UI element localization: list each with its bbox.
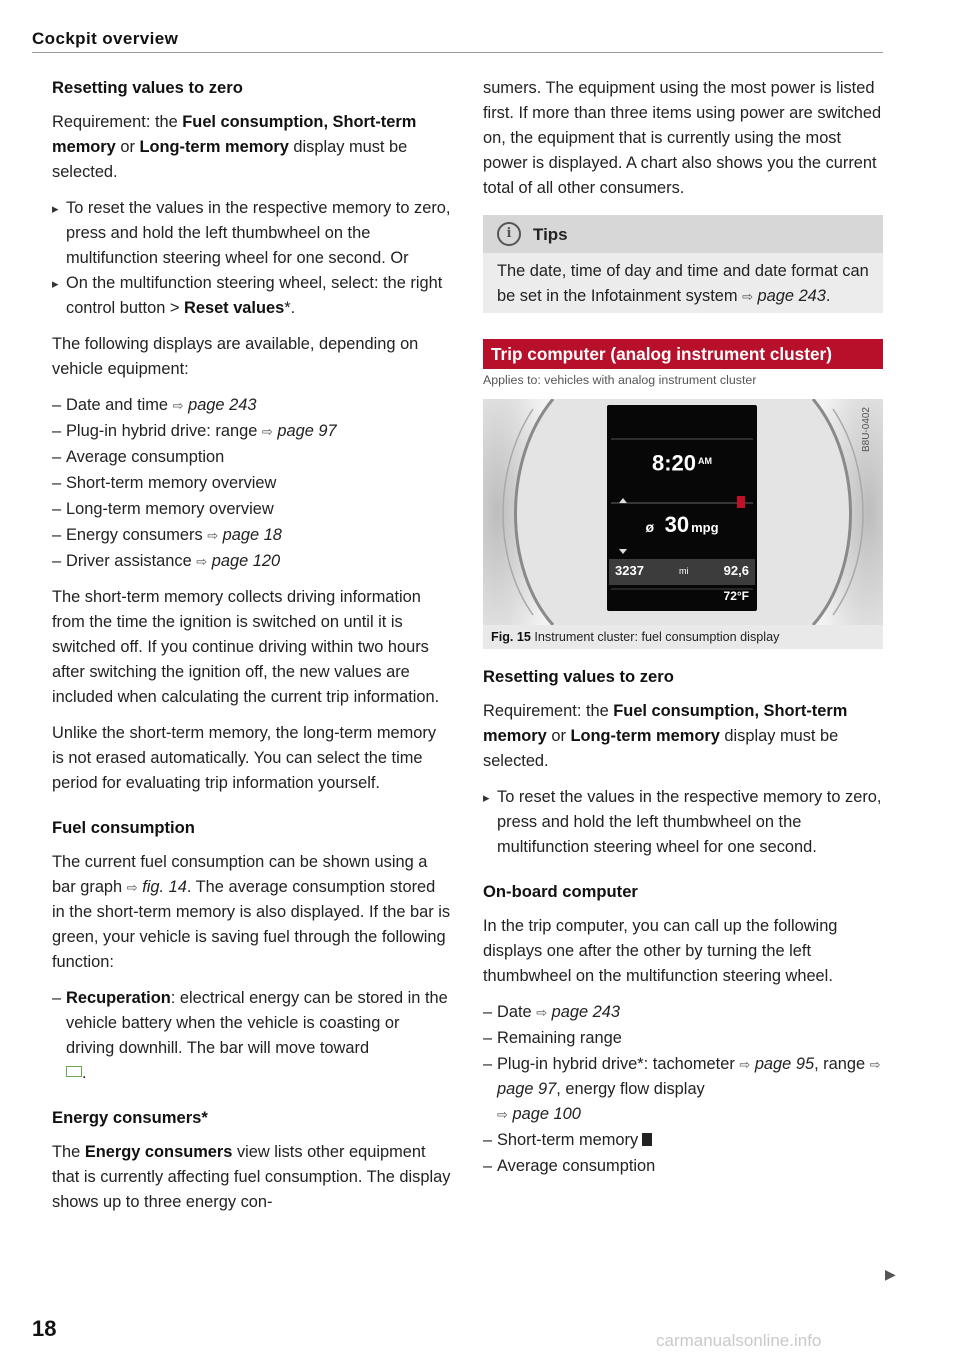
energy-heading: Energy consumers* [52, 1108, 208, 1127]
page-number: 18 [32, 1316, 57, 1341]
reset-heading-right: Resetting values to zero [483, 667, 674, 686]
list-item: – Driver assistance ⇨ page 120 [52, 549, 452, 574]
battery-icon [66, 1066, 82, 1077]
list-item: – Short-term memory [483, 1128, 883, 1153]
short-term-paragraph: The short-term memory collects driving information from the time the ignition is switched on until it is switched off. If you continue driving within two hours after switching the ignition off, the new values are included when calculating the current trip information. [52, 588, 440, 706]
section-banner: Trip computer (analog instrument cluster) [483, 339, 883, 369]
page-link[interactable]: page 243 [188, 396, 257, 414]
list-item: – Recuperation: electrical energy can be stored in the vehicle battery when the vehicle is coasting or driving downhill. The bar will move toward . [52, 986, 452, 1086]
xref-arrow-icon: ⇨ [196, 554, 208, 569]
xref-arrow-icon: ⇨ [739, 1057, 751, 1072]
figure-caption: Fig. 15 Instrument cluster: fuel consumption display [483, 625, 883, 649]
tips-body: The date, time of day and time and date format can be set in the Infotainment system ⇨ page 243. [497, 262, 869, 305]
left-column [52, 76, 452, 1226]
onboard-heading: On-board computer [483, 882, 638, 901]
long-term-paragraph: Unlike the short-term memory, the long-term memory is not erased automatically. You can select the time period for evaluating trip information yourself. [52, 724, 437, 792]
applies-note: Applies to: vehicles with analog instrument cluster [483, 373, 757, 387]
displays-intro: The following displays are available, depending on vehicle equipment: [52, 335, 419, 378]
xref-arrow-icon: ⇨ [497, 1107, 508, 1122]
list-item: – Long-term memory overview [52, 497, 452, 522]
page-link[interactable]: page 97 [277, 422, 337, 440]
clock-readout: 8:20 $^{AM}$ [651, 450, 713, 476]
end-mark-icon [642, 1133, 652, 1146]
xref-arrow-icon: ⇨ [869, 1057, 881, 1072]
list-item: – Average consumption [52, 445, 452, 470]
red-bar [737, 496, 745, 508]
list-item: – Plug-in hybrid drive: range ⇨ page 97 [52, 419, 452, 444]
info-icon: i [497, 222, 521, 246]
tips-box [483, 215, 883, 313]
reset-steps-right [483, 785, 883, 860]
instrument-cluster-figure [483, 399, 883, 625]
requirement-paragraph-left: Requirement: the Fuel consumption, Short-term memory or Long-term memory display must be selected. [52, 113, 417, 181]
displays-list [52, 393, 452, 574]
reset-steps [52, 196, 452, 321]
watermark: carmanualsonline.info [656, 1331, 822, 1350]
xref-arrow-icon: ⇨ [172, 398, 184, 413]
list-item: – Date ⇨ page 243 [483, 1000, 883, 1025]
figure-code: B8U-0402 [861, 407, 872, 453]
page-link[interactable]: page 95 [754, 1055, 815, 1073]
fuel-heading: Fuel consumption [52, 818, 195, 837]
xref-arrow-icon: ⇨ [207, 528, 219, 543]
xref-arrow-icon: ⇨ [261, 424, 273, 439]
xref-arrow-icon: ⇨ [742, 289, 753, 304]
next-page-arrow-icon: ▶ [885, 1266, 896, 1282]
avg-consumption-readout: ø 30 mpg [645, 512, 719, 537]
list-item: – Energy consumers ⇨ page 18 [52, 523, 452, 548]
page-link[interactable]: page 100 [512, 1105, 581, 1123]
page-link[interactable]: page 120 [211, 552, 281, 570]
continued-paragraph: sumers. The equipment using the most power is listed first. If more than three items using power are switched on, the equipment that is currently using the most power is displayed. A chart also shows you the current total of all other consumers. [483, 79, 882, 197]
page-header [32, 26, 883, 53]
reset-step: ▸ To reset the values in the respective memory to zero, press and hold the left thumbwheel on the multifunction steering wheel for one second. [483, 785, 883, 860]
onboard-paragraph: In the trip computer, you can call up the following displays one after the other by turning the left thumbwheel on the multifunction steering wheel. [483, 917, 838, 985]
recuperation-list [52, 986, 452, 1086]
fuel-paragraph: The current fuel consumption can be shown using a bar graph ⇨ fig. 14. The average consumption stored in the short-term memory is also displayed. If the bar is green, your vehicle is saving fuel through the following function: [52, 853, 451, 971]
xref-arrow-icon: ⇨ [536, 1005, 548, 1020]
list-item: – Date and time ⇨ page 243 [52, 393, 452, 418]
temperature-readout: 72°F [723, 589, 749, 603]
page-link[interactable]: page 243 [551, 1003, 621, 1021]
figure-link[interactable]: fig. 14 [142, 878, 187, 896]
xref-arrow-icon: ⇨ [126, 880, 138, 895]
list-item: – Remaining range [483, 1026, 883, 1051]
energy-paragraph: The Energy consumers view lists other equipment that is currently affecting fuel consumption. The display shows up to three energy con- [52, 1143, 451, 1211]
tips-header [483, 215, 883, 253]
right-column [483, 76, 883, 1190]
requirement-paragraph-right: Requirement: the Fuel consumption, Short-term memory or Long-term memory display must be selected. [483, 702, 848, 770]
onboard-list [483, 1000, 883, 1179]
tips-title: Tips [533, 224, 568, 244]
list-item: – Short-term memory overview [52, 471, 452, 496]
page-link[interactable]: page 243 [757, 287, 826, 305]
list-item: – Average consumption [483, 1154, 883, 1179]
reset-step-1: ▸ To reset the values in the respective memory to zero, press and hold the left thumbwheel on the multifunction steering wheel for one second. Or [52, 196, 452, 271]
page-link[interactable]: page 18 [222, 526, 282, 544]
reset-heading-left: Resetting values to zero [52, 78, 243, 97]
odometer-row: 3237 mi 92,6 [615, 563, 749, 578]
page-link[interactable]: page 97 [497, 1080, 557, 1098]
list-item: – Plug-in hybrid drive*: tachometer ⇨ page 95, range ⇨ page 97, energy flow display ⇨ page 100 [483, 1052, 883, 1127]
header-title: Cockpit overview [32, 29, 179, 48]
reset-step-2: ▸ On the multifunction steering wheel, select: the right control button > Reset values*. [52, 271, 452, 321]
